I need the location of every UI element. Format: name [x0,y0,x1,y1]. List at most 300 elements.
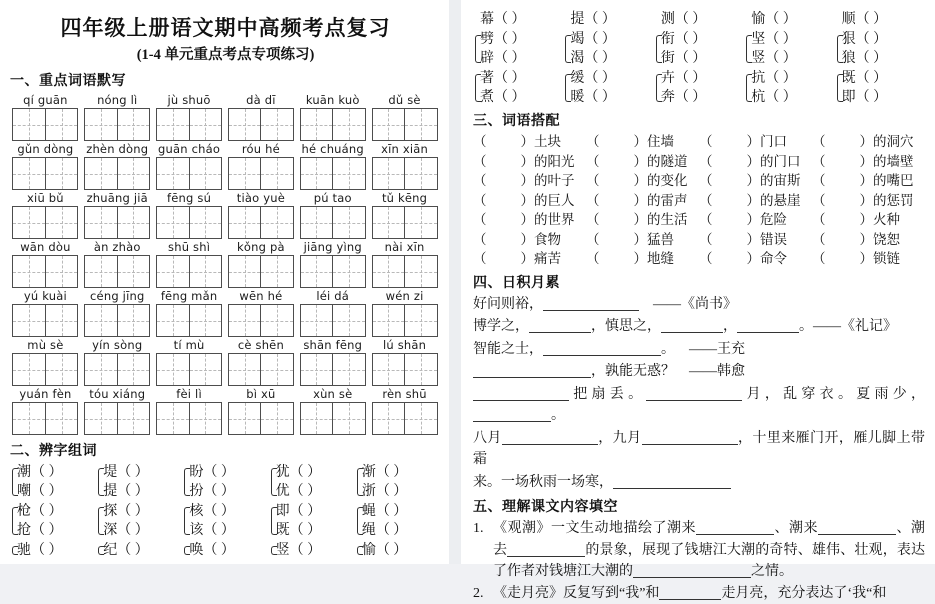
writing-box[interactable] [84,255,150,288]
writing-box[interactable] [84,157,150,190]
writing-box[interactable] [84,353,150,386]
writing-box-cell[interactable] [85,305,117,336]
character-entry[interactable] [661,88,743,107]
writing-box-cell[interactable] [373,354,405,385]
blank-line[interactable] [529,317,591,333]
character-entry[interactable] [362,521,440,540]
answer-parentheses[interactable]: （ ） [856,69,888,88]
writing-box-cell[interactable] [260,158,293,189]
writing-box-cell[interactable] [45,158,78,189]
answer-parentheses[interactable]: （ ） [290,541,322,560]
writing-box-cell[interactable] [157,207,189,238]
writing-box-cell[interactable] [117,109,150,140]
writing-box-cell[interactable] [13,207,45,238]
writing-box-cell[interactable] [229,354,261,385]
character-entry[interactable] [570,69,652,88]
writing-box[interactable] [84,304,150,337]
collocation-word: 的变化 [647,173,688,188]
writing-box[interactable] [300,353,366,386]
writing-box-cell[interactable] [260,305,293,336]
character-entry[interactable] [570,30,652,49]
writing-box[interactable] [156,108,222,141]
character-entry[interactable] [480,30,562,49]
paren-open: （ [586,232,600,247]
writing-box[interactable] [372,255,438,288]
writing-box-cell[interactable] [301,256,333,287]
character-entry[interactable] [661,69,743,88]
collocation-cell[interactable] [586,191,699,211]
answer-parentheses[interactable]: （ ） [117,482,149,501]
writing-box[interactable] [228,304,294,337]
character-entry[interactable] [103,463,181,482]
writing-box-cell[interactable] [229,403,261,434]
answer-parentheses[interactable]: （ ） [765,12,797,27]
answer-parentheses[interactable]: （ ） [31,463,63,482]
writing-box[interactable] [300,206,366,239]
writing-box[interactable] [12,353,78,386]
answer-parentheses[interactable]: （ ） [376,521,408,540]
writing-box[interactable] [12,157,78,190]
writing-box-cell[interactable] [260,109,293,140]
collocation-cell[interactable] [473,171,586,191]
answer-parentheses[interactable]: （ ） [765,30,797,49]
writing-box[interactable] [156,157,222,190]
collocation-cell[interactable] [699,132,812,152]
answer-parentheses[interactable]: （ ） [117,521,149,540]
answer-parentheses[interactable]: （ ） [203,482,235,501]
character-entry[interactable] [751,30,833,49]
writing-box-cell[interactable] [45,207,78,238]
writing-box-cell[interactable] [260,207,293,238]
writing-box-cell[interactable] [260,354,293,385]
writing-box-cell[interactable] [301,109,333,140]
dictation-cell [297,338,368,386]
writing-box-cell[interactable] [332,207,365,238]
writing-box-cell[interactable] [45,403,78,434]
writing-box-cell[interactable] [13,158,45,189]
character-entry[interactable] [362,541,440,560]
character-entry[interactable] [189,463,267,482]
answer-parentheses[interactable]: （ ） [584,69,616,88]
writing-box-cell[interactable] [373,109,405,140]
writing-box-cell[interactable] [45,354,78,385]
answer-parentheses[interactable]: （ ） [675,30,707,49]
character-entry[interactable] [751,69,833,88]
writing-box-cell[interactable] [45,109,78,140]
character-pair-group [269,463,354,501]
writing-box-cell[interactable] [404,403,437,434]
writing-box-cell[interactable] [189,158,222,189]
writing-box-cell[interactable] [373,256,405,287]
collocation-cell[interactable] [473,230,586,250]
writing-box[interactable] [12,255,78,288]
answer-parentheses[interactable]: （ ） [31,521,63,540]
character-entry[interactable] [17,541,95,560]
dictation-cell [369,142,440,190]
paren-close: ） [634,154,648,169]
writing-box-cell[interactable] [85,109,117,140]
writing-box-cell[interactable] [301,305,333,336]
answer-parentheses[interactable]: （ ） [31,482,63,501]
blank-line[interactable] [543,295,639,311]
character-entry[interactable] [842,49,924,68]
writing-box-cell[interactable] [373,403,405,434]
writing-box-cell[interactable] [189,305,222,336]
writing-box-cell[interactable] [117,354,150,385]
line-3-source: ——王充 [689,342,745,357]
character-entry[interactable] [661,49,743,68]
collocation-word: 的嘴巴 [873,173,914,188]
writing-box[interactable] [12,304,78,337]
writing-box-cell[interactable] [85,403,117,434]
writing-box-cell[interactable] [157,403,189,434]
answer-parentheses[interactable]: （ ） [203,541,235,560]
answer-parentheses[interactable]: （ ） [376,541,408,560]
paren-close: ） [747,232,761,247]
writing-box-cell[interactable] [189,403,222,434]
writing-box-cell[interactable] [404,109,437,140]
writing-box-cell[interactable] [301,158,333,189]
character-entry[interactable] [103,521,181,540]
character-entry[interactable] [17,482,95,501]
writing-box-cell[interactable] [189,256,222,287]
answer-parentheses[interactable]: （ ） [584,12,616,27]
character-pair-items [570,69,652,107]
collocation-cell[interactable] [812,230,925,250]
character-entry[interactable] [362,482,440,501]
character-entry[interactable] [276,521,354,540]
writing-box[interactable] [300,304,366,337]
answer-parentheses[interactable]: （ ） [203,463,235,482]
answer-parentheses[interactable]: （ ） [203,521,235,540]
collocation-cell[interactable] [473,152,586,172]
collocation-cell[interactable] [812,191,925,211]
writing-box-cell[interactable] [157,354,189,385]
answer-parentheses[interactable]: （ ） [675,69,707,88]
writing-box-cell[interactable] [189,354,222,385]
character-entry[interactable] [661,30,743,49]
writing-box-cell[interactable] [117,256,150,287]
writing-box-cell[interactable] [404,207,437,238]
writing-box-cell[interactable] [157,109,189,140]
collocation-cell[interactable] [586,230,699,250]
character-entry[interactable] [189,502,267,521]
character-entry[interactable] [480,88,562,107]
answer-parentheses[interactable]: （ ） [584,88,616,107]
character-pair-items [276,541,354,560]
writing-box-cell[interactable] [301,354,333,385]
collocation-cell[interactable] [812,152,925,172]
writing-box-cell[interactable] [189,207,222,238]
character-entry[interactable] [189,541,267,560]
blank-line[interactable] [473,362,591,378]
collocation-cell[interactable] [473,210,586,230]
collocation-cell[interactable] [812,171,925,191]
collocation-cell[interactable] [586,171,699,191]
writing-box[interactable] [372,108,438,141]
character-pair-group [473,30,562,68]
writing-box-cell[interactable] [85,256,117,287]
paren-open: （ [586,134,600,149]
writing-box-cell[interactable] [404,256,437,287]
character-entry[interactable] [189,482,267,501]
character-entry[interactable] [842,30,924,49]
blank-line[interactable] [633,562,751,578]
collocation-cell[interactable] [699,152,812,172]
answer-parentheses[interactable]: （ ） [675,12,707,27]
writing-box[interactable] [156,353,222,386]
writing-box[interactable] [228,206,294,239]
collocation-cell[interactable] [699,230,812,250]
writing-box[interactable] [300,402,366,435]
writing-box-cell[interactable] [332,305,365,336]
answer-parentheses[interactable]: （ ） [584,30,616,49]
answer-parentheses[interactable]: （ ） [31,502,63,521]
writing-box-cell[interactable] [301,403,333,434]
collocation-cell[interactable] [812,249,925,269]
character-entry[interactable] [480,49,562,68]
blank-line[interactable] [543,340,661,356]
collocation-cell[interactable] [699,191,812,211]
answer-parentheses[interactable]: （ ） [290,502,322,521]
writing-box-cell[interactable] [45,256,78,287]
writing-box[interactable] [156,402,222,435]
writing-box-cell[interactable] [13,403,45,434]
writing-box-cell[interactable] [13,109,45,140]
character-glyph: 缓 [570,69,584,88]
character-entry[interactable] [17,502,95,521]
answer-parentheses[interactable]: （ ） [856,30,888,49]
collocation-cell[interactable] [586,249,699,269]
writing-box[interactable] [84,108,150,141]
character-entry[interactable] [473,10,562,30]
paren-open: （ [699,193,713,208]
answer-parentheses[interactable]: （ ） [117,463,149,482]
answer-parentheses[interactable]: （ ） [376,482,408,501]
answer-parentheses[interactable]: （ ） [117,502,149,521]
collocation-cell[interactable] [586,132,699,152]
character-entry[interactable] [276,463,354,482]
character-entry[interactable] [276,502,354,521]
writing-box[interactable] [228,157,294,190]
writing-box-cell[interactable] [45,305,78,336]
writing-box[interactable] [84,402,150,435]
collocation-cell[interactable] [812,210,925,230]
writing-box-cell[interactable] [117,403,150,434]
writing-box-cell[interactable] [373,207,405,238]
answer-parentheses[interactable]: （ ） [290,463,322,482]
blank-line[interactable] [646,385,742,401]
writing-box-cell[interactable] [157,158,189,189]
writing-box-cell[interactable] [157,256,189,287]
blank-line[interactable] [473,385,569,401]
character-entry[interactable] [480,69,562,88]
answer-parentheses[interactable]: （ ） [675,88,707,107]
character-entry[interactable] [103,502,181,521]
character-entry[interactable] [751,49,833,68]
writing-box-cell[interactable] [404,158,437,189]
answer-parentheses[interactable]: （ ） [117,541,149,560]
writing-box-cell[interactable] [13,256,45,287]
character-entry[interactable] [17,463,95,482]
writing-box[interactable] [372,402,438,435]
paren-close: ） [634,212,648,227]
writing-box-cell[interactable] [229,158,261,189]
writing-box-cell[interactable] [373,158,405,189]
writing-box-cell[interactable] [229,256,261,287]
character-entry[interactable] [276,541,354,560]
character-entry[interactable] [276,482,354,501]
brace-icon [355,541,362,560]
writing-box-cell[interactable] [229,305,261,336]
character-pair-items [661,30,743,68]
character-entry[interactable] [744,10,833,30]
character-entry[interactable] [751,88,833,107]
blank-line[interactable] [502,429,598,445]
answer-parentheses[interactable]: （ ） [203,502,235,521]
character-entry[interactable] [842,69,924,88]
answer-parentheses[interactable]: （ ） [765,69,797,88]
writing-box-cell[interactable] [85,354,117,385]
brace-icon [182,541,189,560]
writing-box-cell[interactable] [332,256,365,287]
collocation-cell[interactable] [473,249,586,269]
character-pair-group [473,69,562,107]
writing-box[interactable] [84,206,150,239]
answer-parentheses[interactable]: （ ） [290,482,322,501]
writing-box-cell[interactable] [301,207,333,238]
blank-line[interactable] [507,541,585,557]
writing-box[interactable] [372,206,438,239]
character-entry[interactable] [189,521,267,540]
writing-box[interactable] [372,157,438,190]
character-glyph: 测 [661,12,675,27]
writing-box-cell[interactable] [13,354,45,385]
writing-box-cell[interactable] [260,403,293,434]
writing-box-cell[interactable] [13,305,45,336]
blank-line[interactable] [818,519,896,535]
answer-parentheses[interactable]: （ ） [765,88,797,107]
writing-box-cell[interactable] [332,354,365,385]
collocation-cell[interactable] [473,191,586,211]
collocation-cell[interactable] [699,171,812,191]
answer-parentheses[interactable]: （ ） [856,12,888,27]
writing-box[interactable] [156,206,222,239]
writing-box-cell[interactable] [373,305,405,336]
character-pair-group [10,463,95,501]
paren-close: ） [860,154,874,169]
character-entry[interactable] [103,541,181,560]
character-entry[interactable] [570,88,652,107]
writing-box[interactable] [372,304,438,337]
writing-box-cell[interactable] [117,207,150,238]
writing-box-cell[interactable] [117,158,150,189]
writing-box-cell[interactable] [404,305,437,336]
character-entry[interactable] [103,482,181,501]
answer-parentheses[interactable]: （ ） [494,49,526,68]
blank-line[interactable] [737,317,799,333]
blank-line[interactable] [696,519,774,535]
answer-parentheses[interactable]: （ ） [494,69,526,88]
writing-box-cell[interactable] [332,158,365,189]
collocation-cell[interactable] [812,132,925,152]
writing-box[interactable] [12,108,78,141]
blank-line[interactable] [661,317,723,333]
character-entry[interactable] [842,88,924,107]
character-pair-group [355,463,440,501]
writing-box-cell[interactable] [85,158,117,189]
answer-parentheses[interactable]: （ ） [31,541,63,560]
writing-box[interactable] [228,353,294,386]
collocation-word: 命令 [760,251,787,266]
blank-line[interactable] [642,429,738,445]
character-pair-group [96,463,181,501]
writing-box[interactable] [372,353,438,386]
character-entry[interactable] [835,10,924,30]
writing-box-cell[interactable] [117,305,150,336]
writing-box[interactable] [228,108,294,141]
answer-parentheses[interactable]: （ ） [290,521,322,540]
blank-line[interactable] [613,473,731,489]
writing-box-cell[interactable] [332,403,365,434]
writing-box[interactable] [228,402,294,435]
writing-box[interactable] [300,108,366,141]
writing-box-cell[interactable] [332,109,365,140]
writing-box-cell[interactable] [85,207,117,238]
writing-box[interactable] [12,206,78,239]
writing-box-cell[interactable] [229,109,261,140]
character-entry[interactable] [362,463,440,482]
writing-box-cell[interactable] [260,256,293,287]
writing-box[interactable] [300,157,366,190]
writing-box[interactable] [228,255,294,288]
answer-parentheses[interactable]: （ ） [856,49,888,68]
writing-box[interactable] [156,304,222,337]
writing-box-cell[interactable] [157,305,189,336]
answer-parentheses[interactable]: （ ） [376,502,408,521]
character-entry[interactable] [362,502,440,521]
writing-box-cell[interactable] [189,109,222,140]
answer-parentheses[interactable]: （ ） [494,30,526,49]
answer-parentheses[interactable]: （ ） [584,49,616,68]
collocation-cell[interactable] [699,210,812,230]
writing-box[interactable] [300,255,366,288]
writing-box[interactable] [12,402,78,435]
answer-parentheses[interactable]: （ ） [675,49,707,68]
writing-box-cell[interactable] [229,207,261,238]
character-entry[interactable] [654,10,743,30]
blank-line[interactable] [473,406,551,422]
collocation-cell[interactable] [586,152,699,172]
collocation-cell[interactable] [699,249,812,269]
character-entry[interactable] [563,10,652,30]
character-entry[interactable] [17,521,95,540]
writing-box-cell[interactable] [404,354,437,385]
collocation-cell[interactable] [586,210,699,230]
answer-parentheses[interactable]: （ ） [376,463,408,482]
answer-parentheses[interactable]: （ ） [494,88,526,107]
collocation-cell[interactable] [473,132,586,152]
answer-parentheses[interactable]: （ ） [494,12,526,27]
blank-line[interactable] [659,584,721,600]
writing-box[interactable] [156,255,222,288]
answer-parentheses[interactable]: （ ） [856,88,888,107]
line-4-source: ——韩愈 [689,364,745,379]
answer-parentheses[interactable]: （ ） [765,49,797,68]
pinyin-label: yú kuài [24,289,67,304]
character-pair-items [751,69,833,107]
character-entry[interactable] [570,49,652,68]
